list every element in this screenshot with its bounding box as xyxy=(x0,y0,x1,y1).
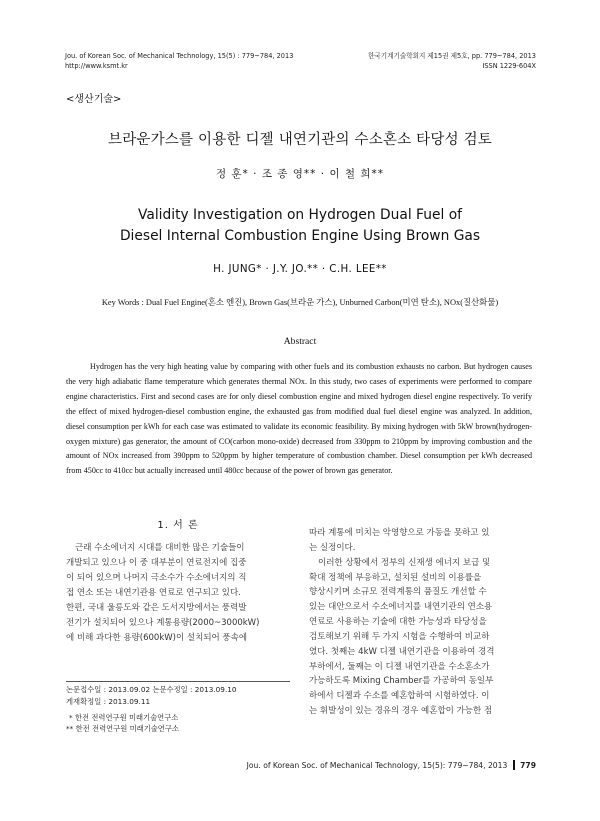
left-line: 근래 수소에너지 시대를 대비한 많은 기술들이 xyxy=(75,543,245,553)
right-line: 따라 계통에 미치는 악영향으로 가동을 못하고 있 xyxy=(309,528,490,538)
right-line: 이러한 상황에서 정부의 신재생 에너지 보급 및 xyxy=(318,557,491,568)
right-line: 검토해보기 위해 두 가지 시험을 수행하여 비교하 xyxy=(309,631,490,642)
right-line: 연료로 사용하는 기술에 대한 가능성과 타당성을 xyxy=(309,617,487,628)
authors-english: H. JUNG* · J.Y. JO.** · C.H. LEE** xyxy=(213,263,387,275)
affiliation-1: * 한전 전력연구원 미래기술연구소 xyxy=(69,712,179,722)
left-line: 개발되고 있으나 이 중 대부분이 연료전지에 집중 xyxy=(66,558,247,568)
left-line: 에 비해 과다한 용량(600kW)이 설치되어 풍속에 xyxy=(66,633,248,643)
title-english-line2: Diesel Internal Combustion Engine Using Brown Gas xyxy=(119,228,481,244)
left-line: 한편, 국내 울릉도와 같은 도서지방에서는 풍력발 xyxy=(66,603,247,613)
header-issn: ISSN 1229-604X xyxy=(482,61,536,70)
right-column xyxy=(309,526,534,719)
keywords: Key Words : Dual Fuel Engine(혼소 엔진), Brown Gas(브라운 가스), Unburned Carbon(미연 탄소), NOx(질산화물) xyxy=(101,298,499,307)
section-1-heading: 1. 서 론 xyxy=(157,520,199,531)
right-line: 있는 대안으로서 수소에너지를 내연기관의 연소용 xyxy=(309,602,493,613)
header-journal-citation: Jou. of Korean Soc. of Mechanical Technology, 15(5) : 779~784, 2013 xyxy=(65,52,294,60)
right-line: 는 휘발성이 있는 경유의 경우 예혼합이 가능한 점 xyxy=(309,706,493,717)
title-english-line1: Validity Investigation on Hydrogen Dual Fuel of xyxy=(138,207,462,223)
abstract-body xyxy=(66,360,532,479)
header-left xyxy=(65,52,293,71)
right-line: 는 실정이다. xyxy=(309,542,356,553)
right-line: 가능하도록 Mixing Chamber를 가공하여 동일부 xyxy=(309,676,494,687)
right-line: 였다. 첫째는 4kW 디젤 내연기관을 이용하여 경격 xyxy=(309,646,495,657)
authors-korean: 정 훈* · 조 종 영** · 이 철 희** xyxy=(215,168,385,180)
footer xyxy=(247,760,536,770)
header-korean-citation: 한국기계기술학회지 제15권 제5호, pp. 779~784, 2013 xyxy=(367,52,536,60)
right-line: 하에서 디젤과 수소를 예혼합하여 시험하였다. 이 xyxy=(309,691,490,702)
affiliation-2: ** 한전 전력연구원 미래기술연구소 xyxy=(66,724,179,734)
left-column xyxy=(66,541,294,646)
footnotes xyxy=(66,684,237,735)
header-right xyxy=(368,52,536,71)
left-line: 이 되어 있으며 나머지 극소수가 수소에너지의 직 xyxy=(66,573,247,583)
left-line: 전기가 설치되어 있으나 계통용량(2000~3000kW) xyxy=(66,618,260,628)
accepted-date: 게재확정일 : 2013.09.11 xyxy=(66,696,151,706)
right-line: 확대 정책에 부응하고, 설치된 설비의 이용률을 xyxy=(309,572,482,583)
abstract-text: Hydrogen has the very high heating value by comparing with other fuels and its combustion exhausts no carbon. But hydrogen causes the very high adiabatic flame temperature which generates thermal NOx. In this study, two cases of experiments were performed to compare engine characteristics. First and second cases are for only diesel combustion engine and mixed hydrogen diesel engine respectively. To verify the effect of mixed hydrogen-diesel combustion engine, the exhausted gas from modified dual fuel diesel engine was analyzed. In addition, diesel consumption per kWh for each case was estimated to validate its economic feasibility. By mixing hydrogen with 5kW brown(hydrogen-oxygen mixture) gas generator, the amount of CO(carbon mono-oxide) decreased from 330ppm to 210ppm by improving combustion and the amount of NOx increased from 390ppm to 520ppm by higher temperature of combustion chamber. Diesel consumption per kWh decreased from 450cc to 410cc but actually increased until 480cc because of the power of brown gas generator. xyxy=(66,362,532,476)
section-tag: <생산기술> xyxy=(66,94,122,105)
footer-separator xyxy=(513,760,515,770)
page-number: 779 xyxy=(520,761,536,770)
right-line: 부하에서, 둘째는 이 디젤 내연기관을 수소혼소가 xyxy=(309,661,490,672)
right-line: 향상시키며 소규모 전력계통의 품질도 개선할 수 xyxy=(309,587,487,598)
left-line: 접 연소 또는 내연기관용 연료로 연구되고 있다. xyxy=(66,588,241,598)
footnote-rule xyxy=(66,681,290,682)
received-date: 논문접수일 : 2013.09.02 논문수정일 : 2013.09.10 xyxy=(66,685,237,694)
header-url: http://www.ksmt.kr xyxy=(65,61,128,70)
abstract-heading: Abstract xyxy=(283,336,317,347)
title-english xyxy=(0,205,600,247)
footer-journal: Jou. of Korean Soc. of Mechanical Technology, 15(5): 779~784, 2013 xyxy=(246,761,508,770)
title-korean: 브라운가스를 이용한 디젤 내연기관의 수소혼소 타당성 검토 xyxy=(107,132,493,148)
